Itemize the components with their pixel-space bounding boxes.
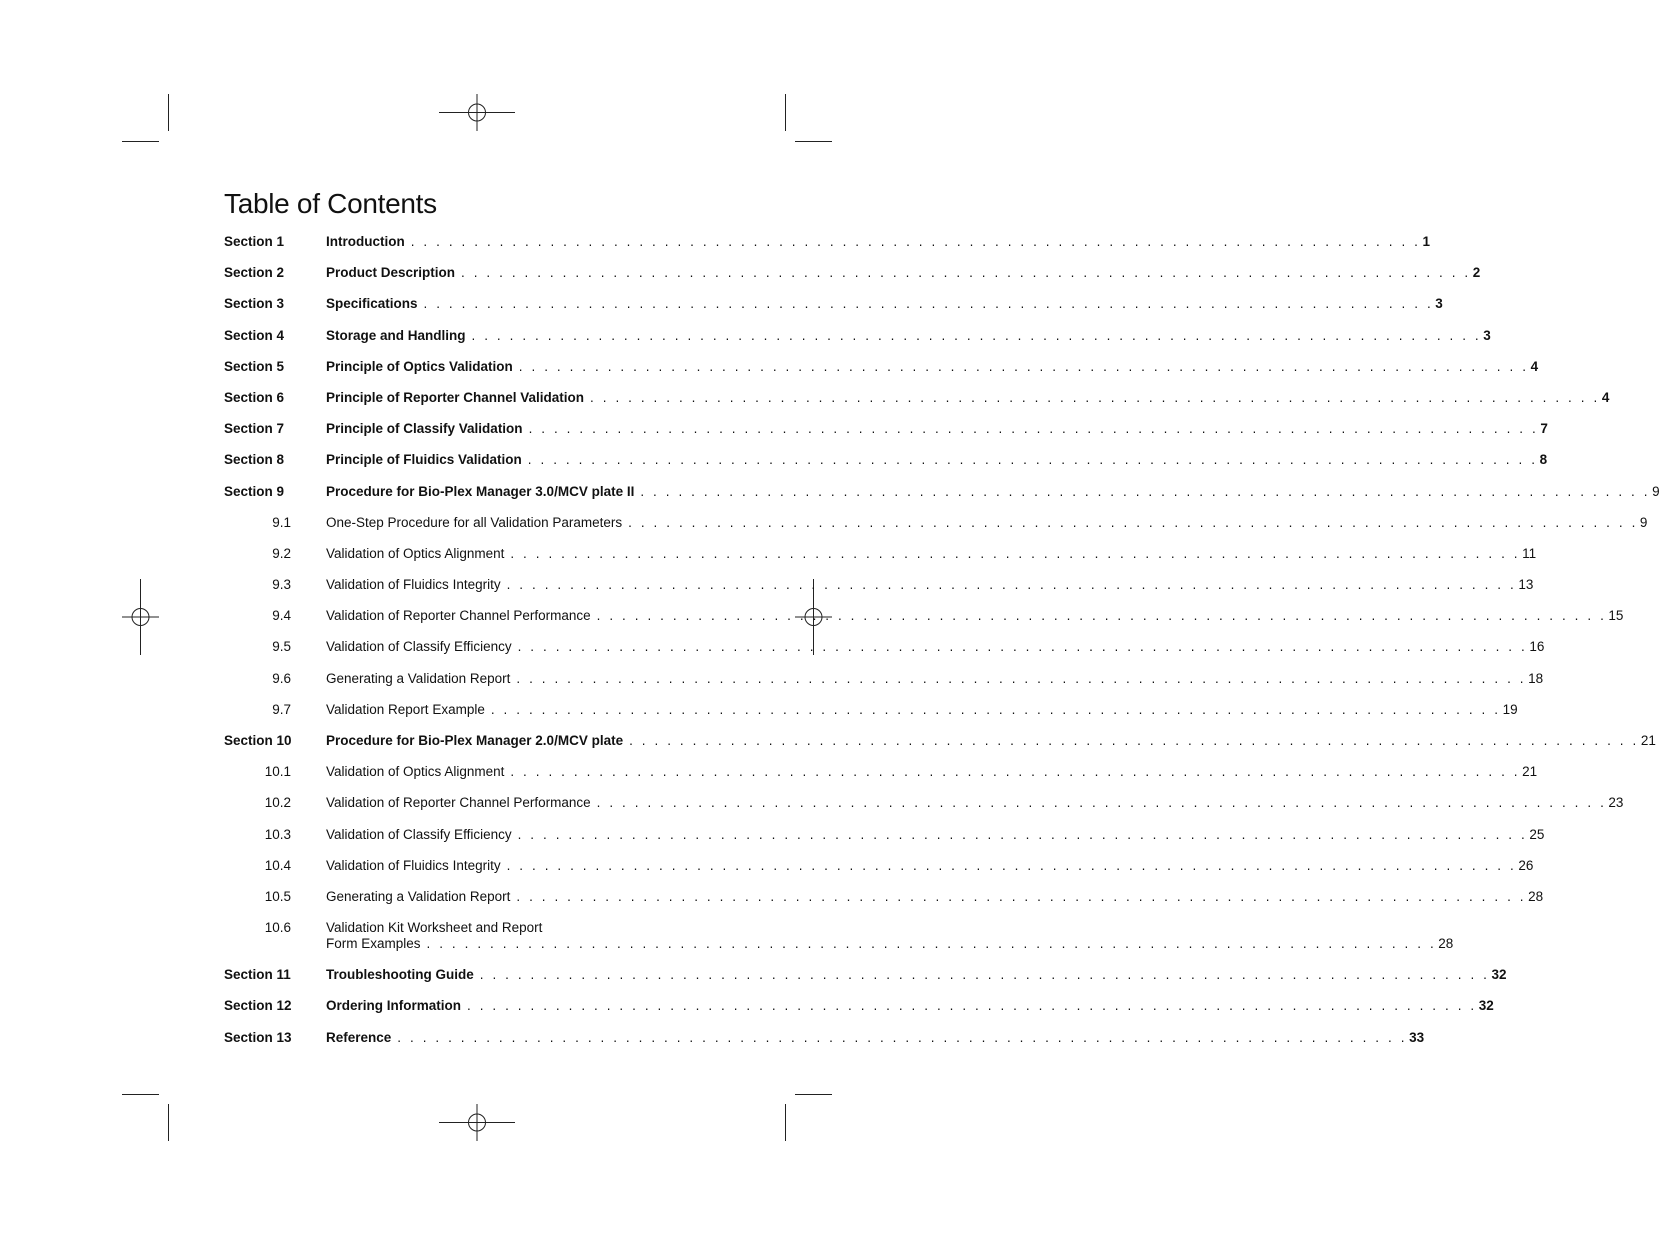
page-number: 9 bbox=[1639, 514, 1648, 530]
entry-title: Validation of Fluidics Integrity bbox=[326, 857, 501, 873]
page-title: Table of Contents bbox=[224, 188, 437, 219]
toc-entry[interactable] bbox=[224, 966, 1507, 997]
entry-title: Ordering Information bbox=[326, 998, 461, 1014]
entry-title: Principle of Reporter Channel Validation bbox=[326, 389, 585, 405]
toc-entry[interactable] bbox=[224, 264, 1481, 295]
section-label: Section 6 bbox=[224, 389, 285, 405]
page-number: 32 bbox=[1478, 998, 1494, 1014]
subsection-number: 10.3 bbox=[264, 826, 291, 842]
dot-leader: . . . . . . . . . . . . . . . . . . . . . . . . . . . . . . . . . . . . . . . . . . . . . . . . . . . . . . . . . . . . . . . . . . . . . . . . . . . . . . . . bbox=[423, 296, 1434, 312]
page-number: 11 bbox=[1522, 545, 1537, 561]
dot-leader: . . . . . . . . . . . . . . . . . . . . . . . . . . . . . . . . . . . . . . . . . . . . . . . . . . . . . . . . . . . . . . . . . . . . . . . . . . . . . . . . bbox=[640, 483, 1651, 499]
page-number: 33 bbox=[1409, 1029, 1425, 1045]
page-number: 3 bbox=[1483, 327, 1491, 343]
dot-leader: . . . . . . . . . . . . . . . . . . . . . . . . . . . . . . . . . . . . . . . . . . . . . . . . . . . . . . . . . . . . . . . . . . . . . . . . . . . . . . . . bbox=[596, 608, 1607, 624]
entry-title: Validation of Reporter Channel Performance bbox=[326, 795, 591, 811]
dot-leader: . . . . . . . . . . . . . . . . . . . . . . . . . . . . . . . . . . . . . . . . . . . . . . . . . . . . . . . . . . . . . . . . . . . . . . . . . . . . . . . . bbox=[471, 327, 1482, 343]
page-number: 19 bbox=[1502, 701, 1518, 717]
entry-title: Specifications bbox=[326, 296, 418, 312]
page-number: 32 bbox=[1491, 967, 1507, 983]
toc-subentry[interactable] bbox=[224, 857, 1534, 888]
toc-subentry[interactable] bbox=[224, 545, 1537, 576]
page-number: 9 bbox=[1652, 483, 1660, 499]
dot-leader: . . . . . . . . . . . . . . . . . . . . . . . . . . . . . . . . . . . . . . . . . . . . . . . . . . . . . . . . . . . . . . . . . . . . . . . . . . . . . . . . bbox=[506, 577, 1517, 593]
dot-leader: . . . . . . . . . . . . . . . . . . . . . . . . . . . . . . . . . . . . . . . . . . . . . . . . . . . . . . . . . . . . . . . . . . . . . . . . . . . . . . . . bbox=[490, 701, 1501, 717]
toc-subentry[interactable] bbox=[224, 794, 1624, 825]
page-number: 2 bbox=[1472, 265, 1481, 281]
toc-entry[interactable] bbox=[224, 420, 1548, 451]
entry-title: Validation of Optics Alignment bbox=[326, 764, 505, 780]
dot-leader: . . . . . . . . . . . . . . . . . . . . . . . . . . . . . . . . . . . . . . . . . . . . . . . . . . . . . . . . . . . . . . . . . . . . . . . . . . . . . . . . bbox=[628, 514, 1638, 530]
toc-entry[interactable] bbox=[224, 327, 1491, 358]
dot-leader: . . . . . . . . . . . . . . . . . . . . . . . . . . . . . . . . . . . . . . . . . . . . . . . . . . . . . . . . . . . . . . . . . . . . . . . . . . . . . . . . bbox=[629, 733, 1639, 748]
entry-title: Procedure for Bio-Plex Manager 2.0/MCV plate bbox=[326, 733, 624, 748]
table-of-contents bbox=[224, 233, 1660, 1060]
entry-title: Introduction bbox=[326, 234, 405, 249]
dot-leader: . . . . . . . . . . . . . . . . . . . . . . . . . . . . . . . . . . . . . . . . . . . . . . . . . . . . . . . . . . . . . . . . . . . . . . . . . . . . . . . . bbox=[510, 764, 1521, 780]
entry-title: Form Examples bbox=[326, 936, 421, 952]
registration-mark-icon bbox=[439, 94, 515, 131]
crop-mark bbox=[785, 94, 786, 131]
dot-leader: . . . . . . . . . . . . . . . . . . . . . . . . . . . . . . . . . . . . . . . . . . . . . . . . . . . . . . . . . . . . . . . . . . . . . . . . . . . . . . . . bbox=[596, 795, 1607, 811]
toc-subentry[interactable] bbox=[224, 919, 1454, 966]
page-number: 23 bbox=[1608, 795, 1624, 811]
page-number: 13 bbox=[1518, 577, 1534, 593]
subsection-number: 9.5 bbox=[272, 639, 291, 655]
registration-mark-icon bbox=[439, 1104, 515, 1141]
page-number: 3 bbox=[1435, 296, 1443, 312]
toc-entry[interactable] bbox=[224, 358, 1539, 389]
dot-leader: . . . . . . . . . . . . . . . . . . . . . . . . . . . . . . . . . . . . . . . . . . . . . . . . . . . . . . . . . . . . . . . . . . . . . . . . . . . . . . . . bbox=[516, 888, 1527, 904]
entry-title: Validation of Fluidics Integrity bbox=[326, 577, 501, 593]
page-number: 15 bbox=[1608, 608, 1624, 624]
entry-title: Generating a Validation Report bbox=[326, 888, 511, 904]
toc-subentry[interactable] bbox=[224, 607, 1624, 638]
section-label: Section 10 bbox=[224, 733, 292, 748]
subsection-number: 9.6 bbox=[272, 670, 291, 686]
section-label: Section 12 bbox=[224, 998, 292, 1014]
page-number: 1 bbox=[1422, 234, 1431, 249]
toc-subentry[interactable] bbox=[224, 638, 1545, 669]
section-label: Section 5 bbox=[224, 358, 285, 374]
page-number: 26 bbox=[1518, 857, 1534, 873]
crop-mark bbox=[122, 1094, 159, 1095]
crop-mark bbox=[122, 141, 159, 142]
toc-entry[interactable] bbox=[224, 233, 1431, 264]
subsection-number: 10.4 bbox=[264, 857, 291, 873]
subsection-number: 9.2 bbox=[272, 545, 291, 561]
toc-entry[interactable] bbox=[224, 732, 1656, 763]
section-label: Section 4 bbox=[224, 327, 285, 343]
dot-leader: . . . . . . . . . . . . . . . . . . . . . . . . . . . . . . . . . . . . . . . . . . . . . . . . . . . . . . . . . . . . . . . . . . . . . . . . . . . . . . . . bbox=[461, 265, 1471, 281]
subsection-number: 10.5 bbox=[264, 888, 291, 904]
entry-title: Generating a Validation Report bbox=[326, 670, 511, 686]
crop-mark bbox=[168, 94, 169, 131]
page-number: 4 bbox=[1601, 389, 1610, 405]
toc-entry[interactable] bbox=[224, 389, 1610, 420]
entry-title: Troubleshooting Guide bbox=[326, 967, 474, 983]
entry-title: Principle of Classify Validation bbox=[326, 421, 523, 437]
page-number: 8 bbox=[1539, 452, 1548, 468]
page-number: 7 bbox=[1540, 421, 1548, 437]
page-number: 21 bbox=[1640, 733, 1656, 748]
toc-entry[interactable] bbox=[224, 483, 1660, 514]
crop-mark bbox=[795, 141, 832, 142]
dot-leader: . . . . . . . . . . . . . . . . . . . . . . . . . . . . . . . . . . . . . . . . . . . . . . . . . . . . . . . . . . . . . . . . . . . . . . . . . . . . . . . . bbox=[590, 389, 1600, 405]
entry-title: Product Description bbox=[326, 265, 456, 281]
crop-mark bbox=[168, 1104, 169, 1141]
toc-subentry[interactable] bbox=[224, 826, 1545, 857]
toc-entry[interactable] bbox=[224, 1029, 1425, 1060]
entry-title: Principle of Optics Validation bbox=[326, 358, 513, 374]
toc-subentry[interactable] bbox=[224, 576, 1534, 607]
dot-leader: . . . . . . . . . . . . . . . . . . . . . . . . . . . . . . . . . . . . . . . . . . . . . . . . . . . . . . . . . . . . . . . . . . . . . . . . . . . . . . . . bbox=[410, 234, 1421, 249]
entry-title: Reference bbox=[326, 1029, 392, 1045]
entry-title-line1: Validation Kit Worksheet and Report bbox=[326, 920, 543, 936]
subsection-number: 9.1 bbox=[272, 514, 291, 530]
dot-leader: . . . . . . . . . . . . . . . . . . . . . . . . . . . . . . . . . . . . . . . . . . . . . . . . . . . . . . . . . . . . . . . . . . . . . . . . . . . . . . . . bbox=[397, 1029, 1408, 1045]
entry-title: One-Step Procedure for all Validation Parameters bbox=[326, 514, 623, 530]
dot-leader: . . . . . . . . . . . . . . . . . . . . . . . . . . . . . . . . . . . . . . . . . . . . . . . . . . . . . . . . . . . . . . . . . . . . . . . . . . . . . . . . bbox=[527, 452, 1538, 468]
page-number: 16 bbox=[1529, 639, 1545, 655]
section-label: Section 8 bbox=[224, 452, 285, 468]
section-label: Section 9 bbox=[224, 483, 285, 499]
section-label: Section 13 bbox=[224, 1029, 292, 1045]
entry-title: Validation of Classify Efficiency bbox=[326, 826, 512, 842]
dot-leader: . . . . . . . . . . . . . . . . . . . . . . . . . . . . . . . . . . . . . . . . . . . . . . . . . . . . . . . . . . . . . . . . . . . . . . . . . . . . . . . . bbox=[517, 826, 1528, 842]
dot-leader: . . . . . . . . . . . . . . . . . . . . . . . . . . . . . . . . . . . . . . . . . . . . . . . . . . . . . . . . . . . . . . . . . . . . . . . . . . . . . . . . bbox=[516, 670, 1527, 686]
entry-title: Validation of Optics Alignment bbox=[326, 545, 505, 561]
toc-subentry[interactable] bbox=[224, 701, 1518, 732]
toc-subentry[interactable] bbox=[224, 670, 1544, 701]
section-label: Section 7 bbox=[224, 421, 285, 437]
crop-mark bbox=[795, 1094, 832, 1095]
subsection-number: 10.6 bbox=[264, 920, 291, 936]
registration-mark-icon bbox=[122, 579, 159, 655]
dot-leader: . . . . . . . . . . . . . . . . . . . . . . . . . . . . . . . . . . . . . . . . . . . . . . . . . . . . . . . . . . . . . . . . . . . . . . . . . . . . . . . . bbox=[506, 857, 1517, 873]
entry-title: Validation of Classify Efficiency bbox=[326, 639, 512, 655]
entry-title: Storage and Handling bbox=[326, 327, 466, 343]
page-number: 18 bbox=[1528, 670, 1544, 686]
dot-leader: . . . . . . . . . . . . . . . . . . . . . . . . . . . . . . . . . . . . . . . . . . . . . . . . . . . . . . . . . . . . . . . . . . . . . . . . . . . . . . . . bbox=[510, 545, 1521, 561]
dot-leader: . . . . . . . . . . . . . . . . . . . . . . . . . . . . . . . . . . . . . . . . . . . . . . . . . . . . . . . . . . . . . . . . . . . . . . . . . . . . . . . . bbox=[517, 639, 1528, 655]
toc-entry[interactable] bbox=[224, 997, 1494, 1028]
section-label: Section 2 bbox=[224, 265, 285, 281]
section-label: Section 11 bbox=[224, 967, 291, 983]
page-number: 4 bbox=[1530, 358, 1539, 374]
dot-leader: . . . . . . . . . . . . . . . . . . . . . . . . . . . . . . . . . . . . . . . . . . . . . . . . . . . . . . . . . . . . . . . . . . . . . . . . . . . . . . . . bbox=[528, 421, 1539, 437]
toc-subentry[interactable] bbox=[224, 763, 1538, 794]
section-label: Section 1 bbox=[224, 234, 285, 249]
subsection-number: 10.1 bbox=[264, 764, 291, 780]
section-label: Section 3 bbox=[224, 296, 285, 312]
toc-subentry[interactable] bbox=[224, 888, 1544, 919]
toc-subentry[interactable] bbox=[224, 514, 1648, 545]
entry-title: Procedure for Bio-Plex Manager 3.0/MCV plate II bbox=[326, 483, 635, 499]
crop-mark bbox=[785, 1104, 786, 1141]
subsection-number: 9.3 bbox=[272, 577, 291, 593]
subsection-number: 9.7 bbox=[272, 701, 291, 717]
toc-entry[interactable] bbox=[224, 295, 1443, 326]
page-number: 25 bbox=[1529, 826, 1545, 842]
dot-leader: . . . . . . . . . . . . . . . . . . . . . . . . . . . . . . . . . . . . . . . . . . . . . . . . . . . . . . . . . . . . . . . . . . . . . . . . . . . . . . . . bbox=[467, 998, 1477, 1014]
entry-title: Principle of Fluidics Validation bbox=[326, 452, 522, 468]
dot-leader: . . . . . . . . . . . . . . . . . . . . . . . . . . . . . . . . . . . . . . . . . . . . . . . . . . . . . . . . . . . . . . . . . . . . . . . . . . . . . . . . bbox=[518, 358, 1529, 374]
page-number: 28 bbox=[1438, 936, 1454, 952]
page-number: 28 bbox=[1528, 888, 1544, 904]
toc-entry[interactable] bbox=[224, 451, 1548, 482]
dot-leader: . . . . . . . . . . . . . . . . . . . . . . . . . . . . . . . . . . . . . . . . . . . . . . . . . . . . . . . . . . . . . . . . . . . . . . . . . . . . . . . . bbox=[479, 967, 1490, 983]
subsection-number: 10.2 bbox=[264, 795, 291, 811]
subsection-number: 9.4 bbox=[272, 608, 291, 624]
dot-leader: . . . . . . . . . . . . . . . . . . . . . . . . . . . . . . . . . . . . . . . . . . . . . . . . . . . . . . . . . . . . . . . . . . . . . . . . . . . . . . . . bbox=[426, 936, 1437, 952]
page-number: 21 bbox=[1522, 764, 1538, 780]
entry-title: Validation Report Example bbox=[326, 701, 485, 717]
entry-title: Validation of Reporter Channel Performance bbox=[326, 608, 591, 624]
